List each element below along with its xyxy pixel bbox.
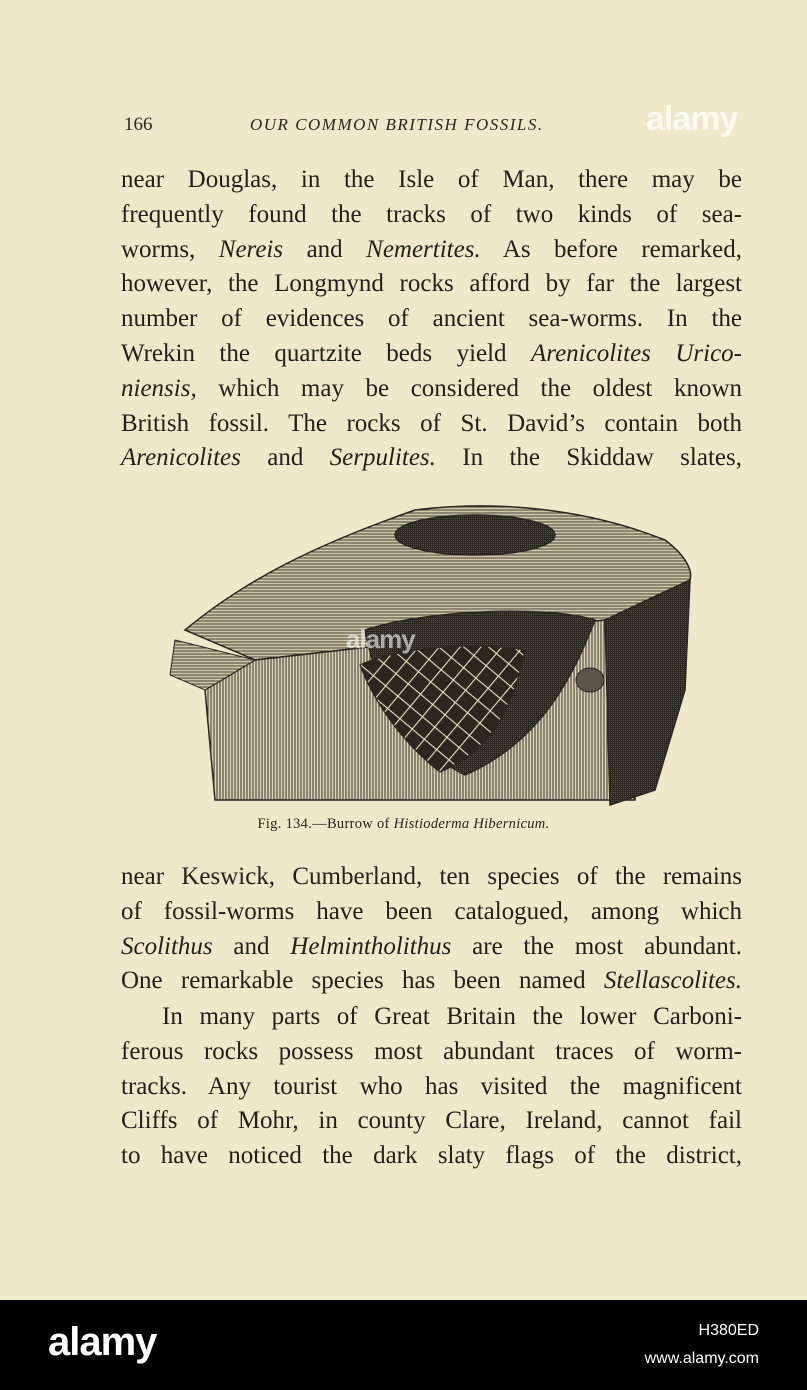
italic-term: Stellascolites. bbox=[603, 967, 742, 995]
italic-term: Scolithus bbox=[121, 932, 213, 960]
fossil-burrow-illustration bbox=[165, 500, 697, 810]
text-line: near Keswick, Cumberland, ten species of the remains bbox=[121, 863, 742, 890]
stock-footer-bar bbox=[0, 1300, 807, 1390]
footer-url: www.alamy.com bbox=[644, 1350, 759, 1367]
running-title: OUR COMMON BRITISH FOSSILS. bbox=[250, 115, 544, 134]
paragraph-top bbox=[121, 163, 742, 476]
text-line: near Douglas, in the Isle of Man, there may be bbox=[121, 166, 742, 193]
small-hole bbox=[576, 668, 604, 692]
text-line: One remarkable species has been named Stellascolites. bbox=[121, 967, 742, 995]
text-line: Cliffs of Mohr, in county Clare, Ireland, cannot fail bbox=[121, 1107, 742, 1135]
text-line: however, the Longmynd rocks afford by far the largest bbox=[121, 270, 742, 298]
text-line: ferous rocks possess most abundant traces of worm- bbox=[121, 1037, 742, 1065]
text-line: Wrekin the quartzite beds yield Arenicolites Urico- bbox=[121, 339, 742, 367]
text-line: niensis, which may be considered the oldest known bbox=[121, 374, 742, 402]
paragraph-middle bbox=[121, 860, 742, 999]
figure-caption bbox=[0, 816, 807, 833]
watermark-logo-figure: alamy bbox=[346, 624, 415, 654]
italic-term: Arenicolites Urico- bbox=[531, 339, 742, 367]
italic-term: Nereis bbox=[218, 235, 284, 263]
text-line: worms, Nereis and Nemertites. As before remarked, bbox=[121, 235, 742, 263]
watermark-logo: alamy bbox=[646, 100, 738, 138]
italic-term: niensis, bbox=[121, 374, 197, 402]
burrow-opening bbox=[395, 515, 555, 555]
caption-species: Histioderma Hibernicum. bbox=[393, 816, 550, 832]
italic-term: Serpulites. bbox=[329, 444, 436, 472]
text-line: British fossil. The rocks of St. David’s contain both bbox=[121, 409, 742, 437]
rock-right-face bbox=[605, 580, 690, 805]
text-line: frequently found the tracks of two kinds of sea- bbox=[121, 200, 742, 228]
text-line: of fossil-worms have been catalogued, among which bbox=[121, 897, 742, 925]
italic-term: Arenicolites bbox=[121, 444, 241, 472]
page-number: 166 bbox=[124, 114, 153, 135]
footer-image-id: H380ED bbox=[698, 1322, 759, 1339]
text-line: tracks. Any tourist who has visited the magnificent bbox=[121, 1072, 742, 1100]
text-line: number of evidences of ancient sea-worms. In the bbox=[121, 305, 742, 333]
text-line: Scolithus and Helmintholithus are the most abundant. bbox=[121, 932, 742, 960]
italic-term: Nemertites. bbox=[366, 235, 481, 263]
italic-term: Helmintholithus bbox=[290, 932, 452, 960]
caption-prefix: Fig. 134.—Burrow of bbox=[257, 816, 394, 832]
text-line: In many parts of Great Britain the lower Carboni- bbox=[162, 1003, 742, 1030]
text-line: to have noticed the dark slaty flags of the district, bbox=[121, 1142, 742, 1170]
footer-logo: alamy bbox=[48, 1320, 157, 1364]
paragraph-bottom bbox=[121, 1000, 742, 1174]
text-line: Arenicolites and Serpulites. In the Skiddaw slates, bbox=[121, 444, 742, 472]
